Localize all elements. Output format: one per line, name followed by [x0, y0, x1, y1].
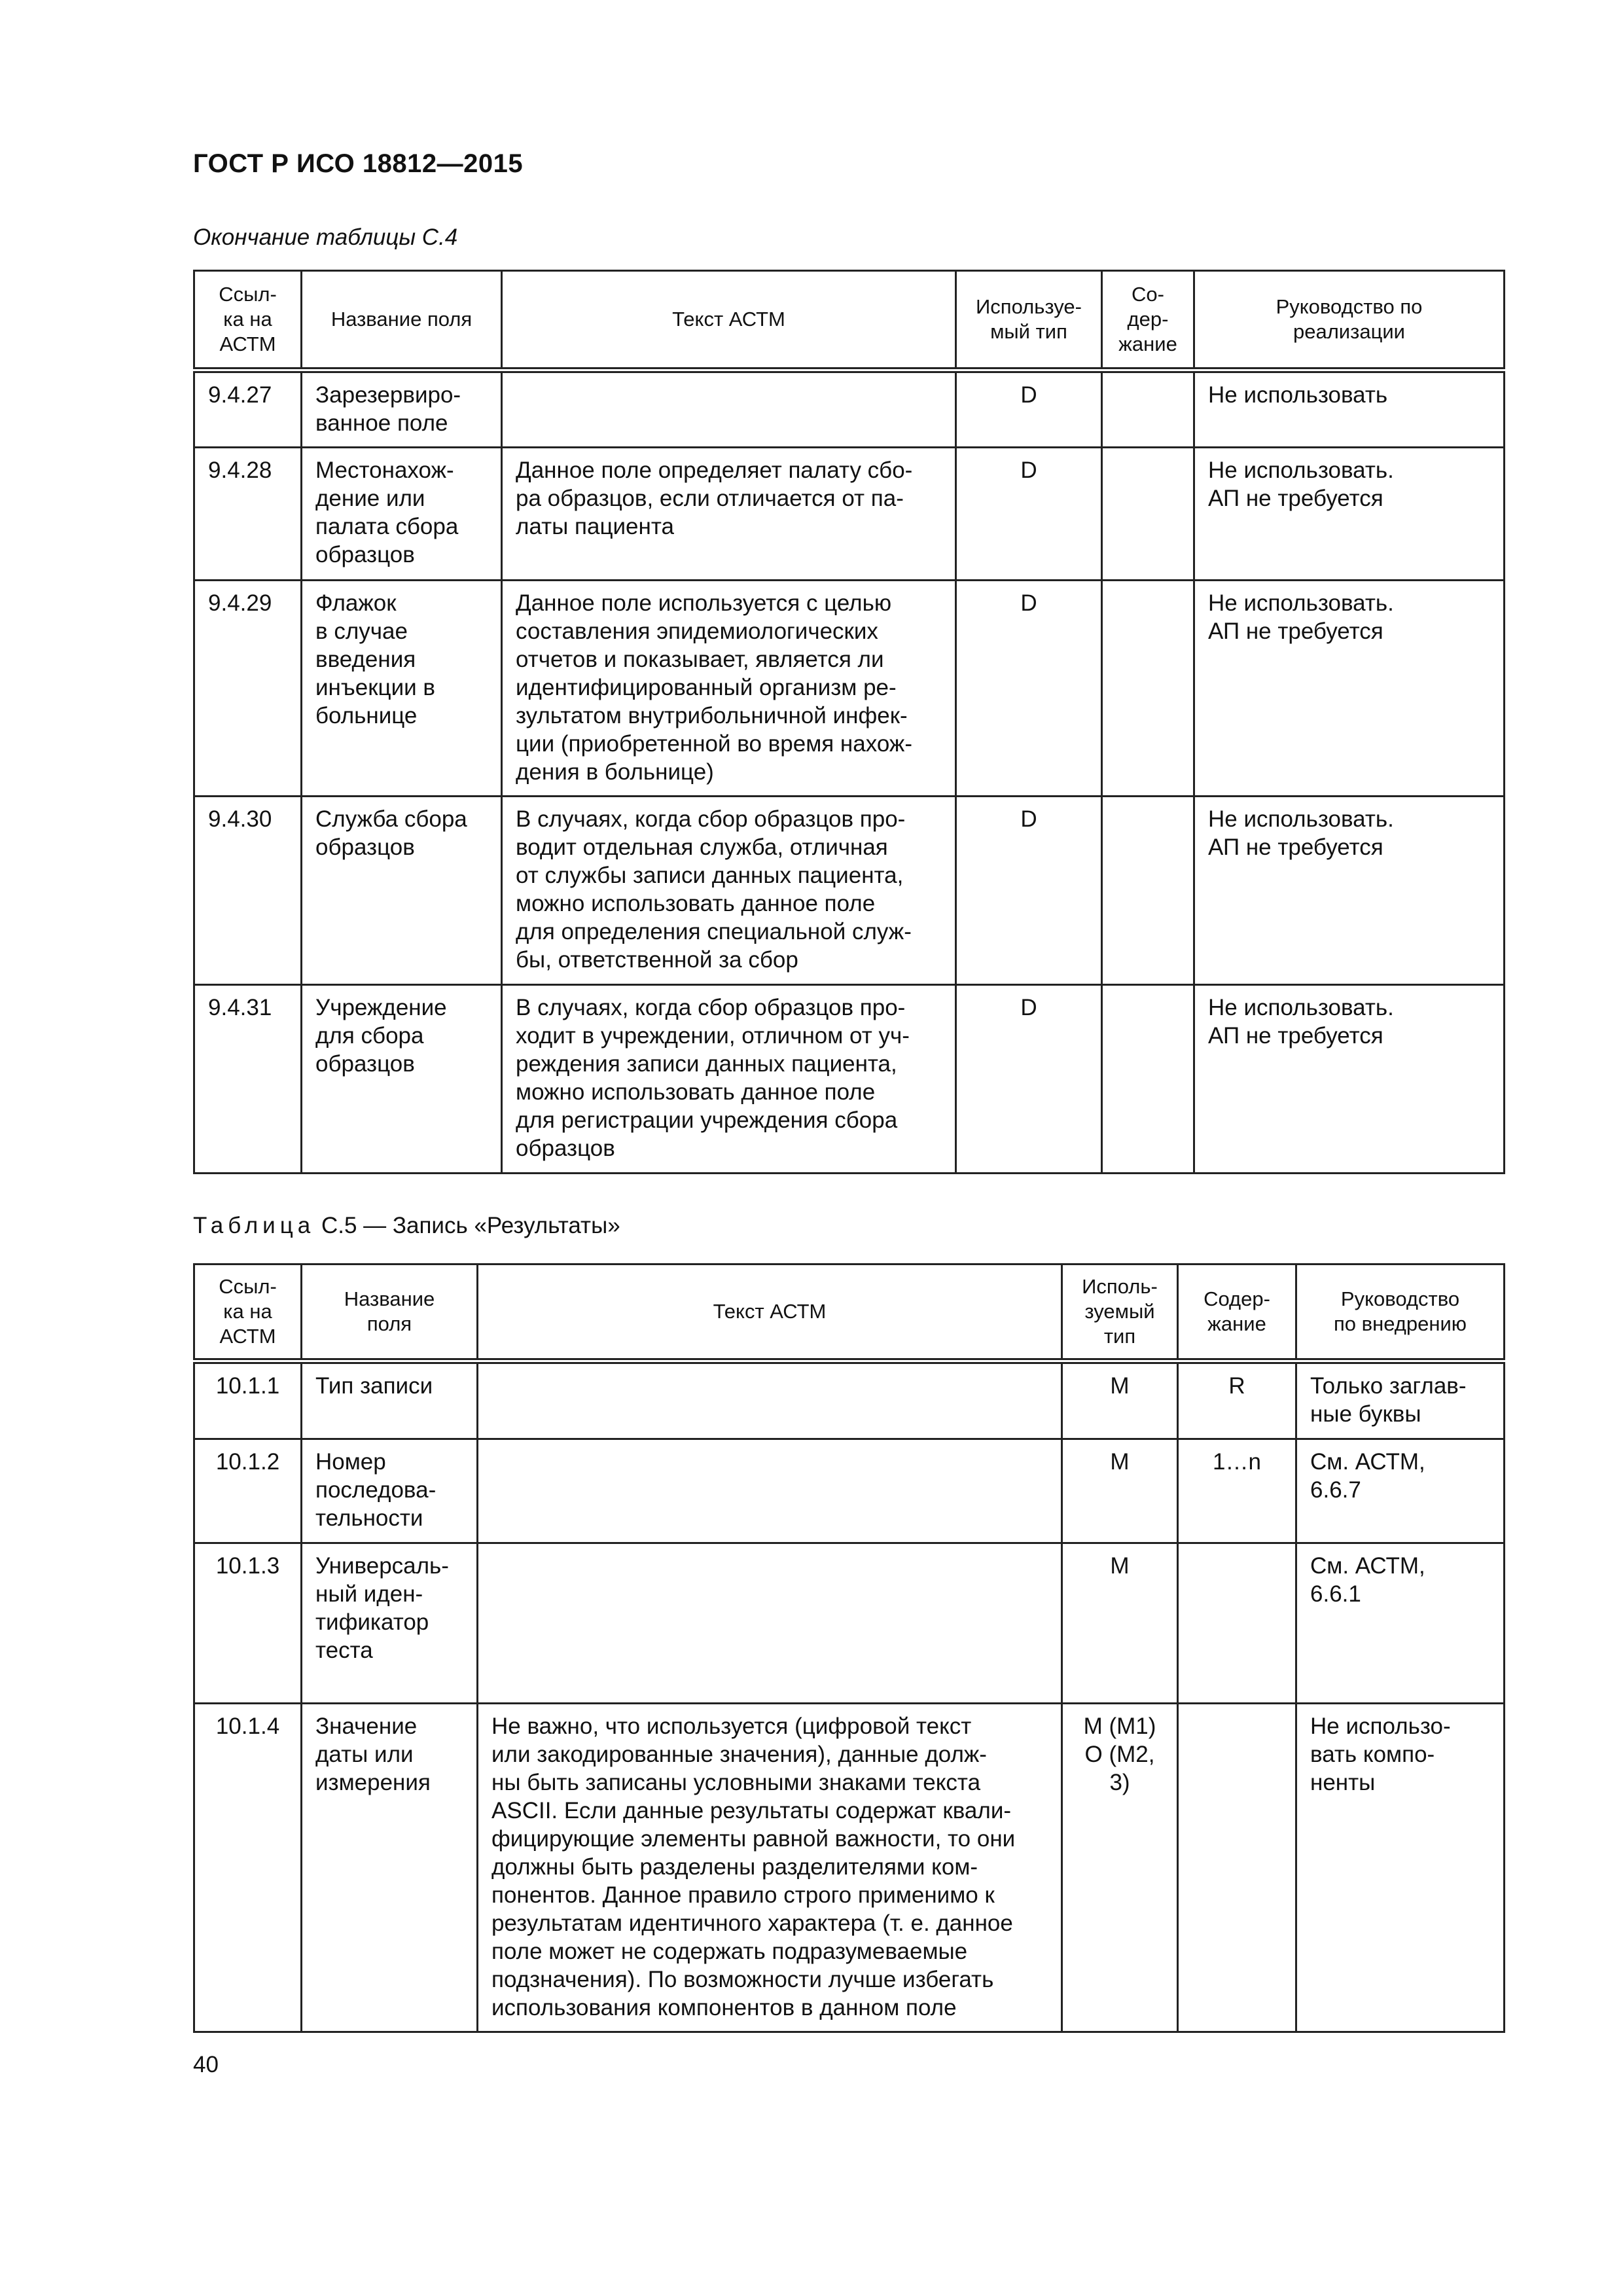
cell-name: Флажок в случае введения инъекции в больнице — [302, 581, 502, 797]
cell-content — [1102, 797, 1194, 985]
column-header-type: Исполь- зуемый тип — [1062, 1265, 1178, 1361]
cell-guide: Не использовать. АП не требуется — [1194, 448, 1505, 581]
column-header-content: Содер- жание — [1178, 1265, 1296, 1361]
column-header-ref: Ссыл- ка на АСТМ — [194, 1265, 302, 1361]
cell-text: В случаях, когда сбор образцов про- ходит в учреждении, отличном от уч- реждения записи данных пациента, можно использовать данное поле для регистрации учреждения сбора образцов — [502, 985, 956, 1174]
cell-guide: Только заглав- ные буквы — [1296, 1361, 1505, 1439]
cell-type: D — [956, 985, 1102, 1174]
column-header-guide: Руководство по внедрению — [1296, 1265, 1505, 1361]
cell-content — [1102, 448, 1194, 581]
cell-ref: 9.4.31 — [194, 985, 302, 1174]
cell-text: Данное поле определяет палату сбо- ра образцов, если отличается от па- латы пациента — [502, 448, 956, 581]
cell-text — [502, 370, 956, 448]
cell-type: D — [956, 581, 1102, 797]
cell-type: M — [1062, 1361, 1178, 1439]
table-header-row — [194, 1265, 1505, 1361]
page-number: 40 — [193, 2052, 219, 2077]
column-header-ref: Ссыл- ка на АСТМ — [194, 271, 302, 370]
cell-content — [1178, 1543, 1296, 1704]
cell-content — [1102, 581, 1194, 797]
column-header-content: Со- дер- жание — [1102, 271, 1194, 370]
table-c4-caption: Окончание таблицы С.4 — [193, 224, 458, 250]
cell-ref: 9.4.29 — [194, 581, 302, 797]
cell-name: Местонахож- дение или палата сбора образцов — [302, 448, 502, 581]
cell-name: Номер последова- тельности — [302, 1439, 478, 1543]
cell-name: Тип записи — [302, 1361, 478, 1439]
cell-guide: См. АСТМ, 6.6.7 — [1296, 1439, 1505, 1543]
cell-name: Учреждение для сбора образцов — [302, 985, 502, 1174]
cell-name: Зарезервиро- ванное поле — [302, 370, 502, 448]
cell-guide: Не использовать. АП не требуется — [1194, 581, 1505, 797]
table-row — [194, 1439, 1505, 1543]
cell-text: Не важно, что используется (цифровой текст или закодированные значения), данные долж- ны быть записаны условными знаками текста ASCII. Если данные результаты содержат квали- фицирующие элементы равной важности, то они должны быть разделены разделителями ком- понентов. Данное правило строго применимо к результатам идентичного характера (т. е. данное поле может не содержать подразумеваемые подзначения). По возможности лучше избегать использования компонентов в данном поле — [478, 1704, 1062, 2032]
cell-ref: 9.4.30 — [194, 797, 302, 985]
column-header-guide: Руководство по реализации — [1194, 271, 1505, 370]
cell-content: 1…n — [1178, 1439, 1296, 1543]
cell-name: Значение даты или измерения — [302, 1704, 478, 2032]
column-header-text: Текст АСТМ — [502, 271, 956, 370]
cell-type: M — [1062, 1543, 1178, 1704]
cell-name: Универсаль- ный иден- тификатор теста — [302, 1543, 478, 1704]
table-row — [194, 370, 1505, 448]
column-header-name: Название поля — [302, 271, 502, 370]
table-row — [194, 797, 1505, 985]
cell-ref: 10.1.3 — [194, 1543, 302, 1704]
cell-ref: 10.1.4 — [194, 1704, 302, 2032]
cell-ref: 9.4.28 — [194, 448, 302, 581]
cell-type: D — [956, 448, 1102, 581]
table-row — [194, 448, 1505, 581]
cell-ref: 10.1.2 — [194, 1439, 302, 1543]
cell-text: Данное поле используется с целью составления эпидемиологических отчетов и показывает, является ли идентифицированный организм ре- зультатом внутрибольничной инфек- ции (приобретенной во время нахож- дения в больнице) — [502, 581, 956, 797]
cell-guide: Не использовать — [1194, 370, 1505, 448]
cell-text — [478, 1439, 1062, 1543]
cell-name: Служба сбора образцов — [302, 797, 502, 985]
cell-type: D — [956, 370, 1102, 448]
cell-guide: Не использо- вать компо- ненты — [1296, 1704, 1505, 2032]
cell-type: D — [956, 797, 1102, 985]
cell-text — [478, 1543, 1062, 1704]
column-header-text: Текст АСТМ — [478, 1265, 1062, 1361]
cell-content — [1102, 985, 1194, 1174]
cell-text: В случаях, когда сбор образцов про- водит отдельная служба, отличная от службы записи данных пациента, можно использовать данное поле для определения специальной служ- бы, ответственной за сбор — [502, 797, 956, 985]
cell-ref: 10.1.1 — [194, 1361, 302, 1439]
table-row — [194, 1704, 1505, 2032]
column-header-name: Название поля — [302, 1265, 478, 1361]
cell-guide: См. АСТМ, 6.6.1 — [1296, 1543, 1505, 1704]
cell-content: R — [1178, 1361, 1296, 1439]
table-row — [194, 1361, 1505, 1439]
cell-ref: 9.4.27 — [194, 370, 302, 448]
cell-text — [478, 1361, 1062, 1439]
column-header-type: Используе- мый тип — [956, 271, 1102, 370]
cell-type: M — [1062, 1439, 1178, 1543]
cell-type: M (M1) O (M2, 3) — [1062, 1704, 1178, 2032]
table-header-row — [194, 271, 1505, 370]
table-row — [194, 1543, 1505, 1704]
document-title: ГОСТ Р ИСО 18812—2015 — [193, 149, 524, 178]
table-row — [194, 581, 1505, 797]
table-c5-caption: Таблица С.5 — Запись «Результаты» — [193, 1213, 620, 1238]
cell-guide: Не использовать. АП не требуется — [1194, 797, 1505, 985]
table-c5-results — [193, 1263, 1505, 2033]
table-row — [194, 985, 1505, 1174]
cell-content — [1102, 370, 1194, 448]
table-c4-end — [193, 270, 1505, 1174]
cell-guide: Не использовать. АП не требуется — [1194, 985, 1505, 1174]
cell-content — [1178, 1704, 1296, 2032]
